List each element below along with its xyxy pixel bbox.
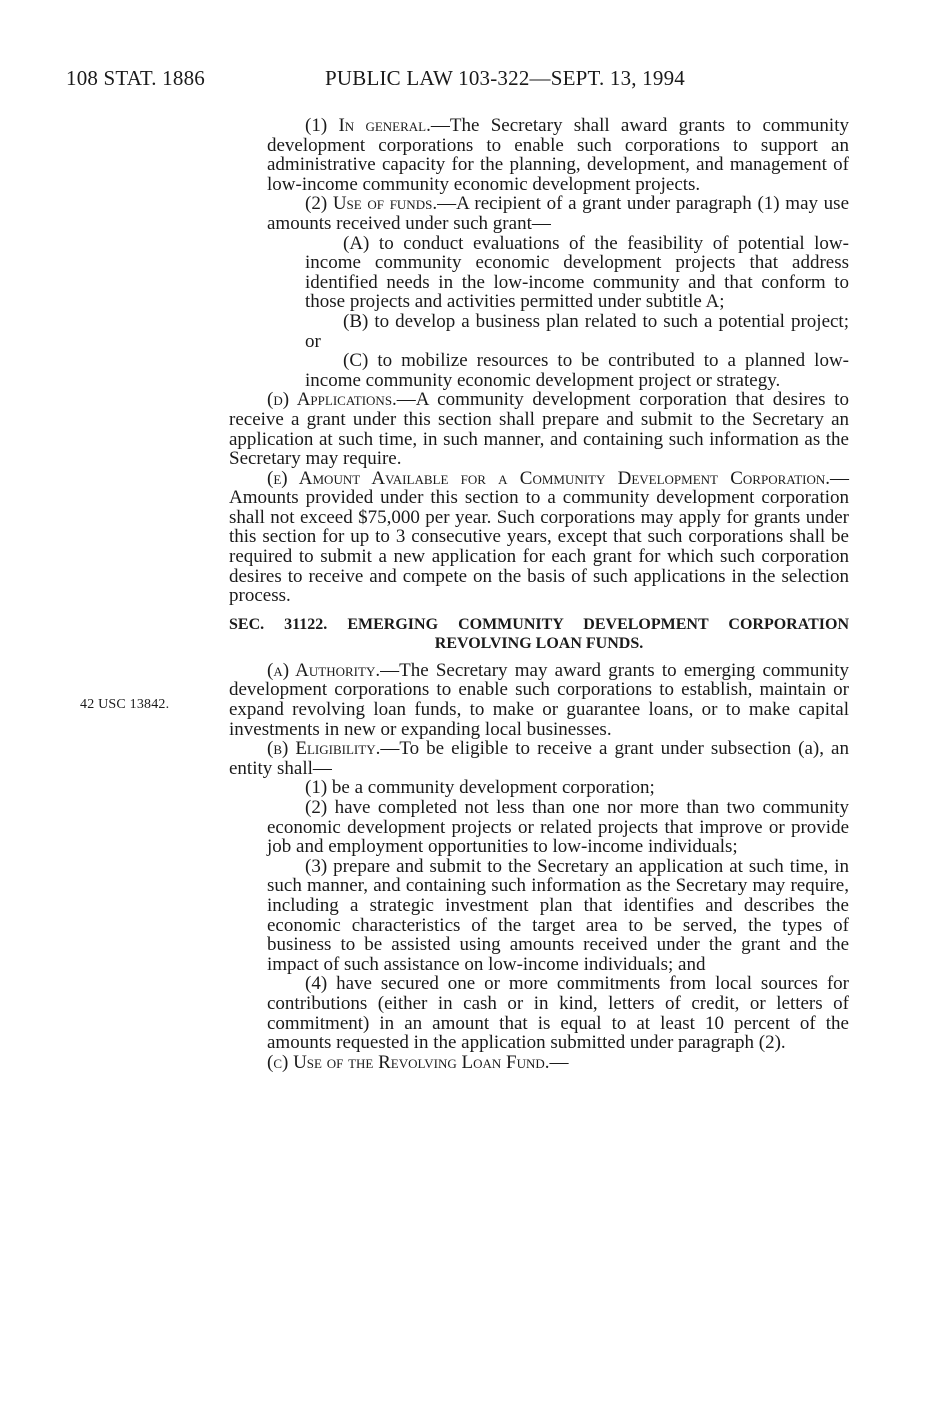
subparagraph-a: (A) to conduct evaluations of the feasibility of potential low-income community economic development projects that address identified needs in the low-income community and that conform to those projects and activities permitted under subtitle A; <box>305 232 849 313</box>
subsection-c <box>229 1053 849 1073</box>
item-b4: (4) have secured one or more commitments from local sources for contributions (either in cash or in kind, letters of credit, or letters of commitment) in an amount that is equal to at least 10 percent of the amounts requested in the application submitted under paragraph (2). <box>267 973 849 1054</box>
paragraph-heading: (2) Use of funds. <box>305 193 438 215</box>
subsection-heading: (d) Applications. <box>267 389 397 411</box>
running-header-title: PUBLIC LAW 103-322—SEPT. 13, 1994 <box>325 66 685 90</box>
subsection-b <box>229 739 849 778</box>
subsection-heading: (e) Amount Available for a Community Development Corporation. <box>267 467 830 489</box>
statute-body <box>229 116 849 1072</box>
section-heading-line-2: REVOLVING LOAN FUNDS. <box>434 634 644 652</box>
paragraph-text: —A recipient of a grant under paragraph (1) may use amounts received under such grant— <box>267 193 850 234</box>
subparagraph-c: (C) to mobilize resources to be contributed to a planned low-income community economic development project or strategy. <box>305 350 849 391</box>
stat-page-number: 108 STAT. 1886 <box>66 66 205 90</box>
subsection-d <box>229 390 849 468</box>
subsection-e <box>229 469 849 606</box>
subsection-a <box>229 661 849 739</box>
paragraph-text: —The Secretary shall award grants to community development corporations to enable such corporations to support an administrative capacity for the planning, development, and management of low-income community economic development projects. <box>267 115 849 195</box>
section-heading <box>229 615 849 653</box>
paragraph-heading: (1) In general. <box>305 115 431 136</box>
section-heading-line-1: SEC. 31122. EMERGING COMMUNITY DEVELOPMENT CORPORATION <box>229 615 849 633</box>
subsection-heading: (b) Eligibility. <box>267 738 381 760</box>
paragraph-2 <box>229 194 849 233</box>
subsection-text: —Amounts provided under this section to a community development corporation shall not exceed $75,000 per year. Such corporations may apply for grants under this section for up to 3 consecutive years, except that such corporations shall be required to submit a new application for each grant for which such corporation desires to receive and compete on the basis of such applications in the selection process. <box>229 467 849 607</box>
subsection-heading: (a) Authority. <box>267 659 381 681</box>
subsection-text: —The Secretary may award grants to emerging community development corporations to enable such corporations to establish, maintain or expand revolving loan funds, to make or guarantee loans, or to make capital investments in new or expanding local businesses. <box>229 659 849 740</box>
subparagraph-b: (B) to develop a business plan related to such a potential project; or <box>305 310 849 352</box>
item-b1: (1) be a community development corporation; <box>305 777 655 799</box>
usc-margin-citation: 42 USC 13842. <box>80 697 170 712</box>
subsection-text: — <box>549 1051 569 1073</box>
item-b2: (2) have completed not less than one nor more than two community economic development projects or related projects that improve or provide job and employment opportunities to low-income individuals; <box>267 797 849 858</box>
subsection-heading: (c) Use of the Revolving Loan Fund. <box>267 1051 550 1073</box>
paragraph-1 <box>229 116 849 194</box>
item-b3: (3) prepare and submit to the Secretary an application at such time, in such manner, and containing such information as the Secretary may require, including a strategic investment plan that identifies and describes the economic characteristics of the target area to be served, the types of business to be assisted using amounts received under the grant and the impact of such assistance on low-income individuals; and <box>267 855 849 975</box>
subsection-text: —To be eligible to receive a grant under subsection (a), an entity shall— <box>229 738 849 779</box>
subsection-text: —A community development corporation that desires to receive a grant under this section shall prepare and submit to the Secretary an application at such time, in such manner, and containing such information as the Secretary may require. <box>229 389 849 470</box>
